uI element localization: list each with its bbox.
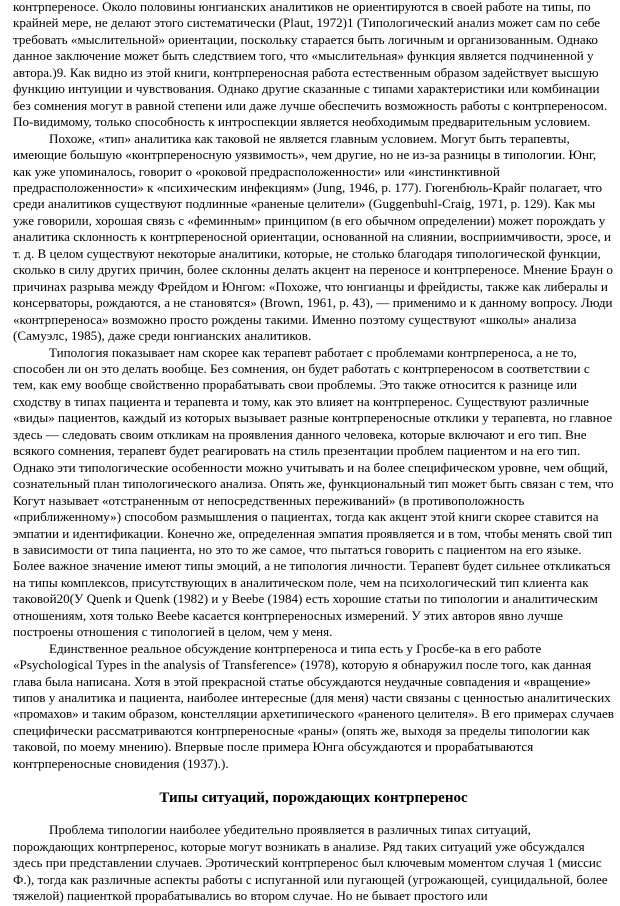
paragraph-continuation: контрпереносе. Около половины юнгианских аналитиков не ориентируются в своей работе на типы, по крайней мере, не делают этого систематически (Plaut, 1972)1 (Типологический анализ может сам по себе требовать «мыслительной» ориентации, поскольку старается быть логичным и организованным. Однако данное заключение может быть следствием того, что «мыслительная» функция является подчиненной у автора.)9. Как видно из этой книги, контрпереносная работа естественным образом задействует высшую функцию интуиции и чувствования. Однако другие сказанные с типами характеристики или комбинации без сомнения могут в равной степени или даже лучше обеспечить возможность работы с контрпереносом. По-видимому, только способность к интроспекции является необходимым предварительным условием.: [13, 0, 608, 130]
paragraph-typology-work: Типология показывает нам скорее как терапевт работает с проблемами контрпереноса, а не то, способен ли он это делать вообще. Без сомнения, он будет работать с контрпереносом в соответствии с тем, как ему вообще свойственно прорабатывать свои проблемы. Это также относится к разнице или сходству в типах пациента и терапевта и тому, как это влияет на контрперенос. Существуют различные «виды» пациентов, каждый из которых вызывает разные контрпереносные отклики у терапевта, но главное здесь — следовать своим откликам на проявления данного человека, которые включают и его тип. Вне всякого сомнения, терапевт будет реагировать на стиль презентации проблем пациентом и на его тип. Однако эти типологические особенности можно учитывать и на более специфическом уровне, чем общий, сознательный план типологического анализа. Опять же, функциональный тип может быть связан с тем, что Когут называет «отстраненным от непосредственных переживаний» (в противоположность «приближенному») способом размышления о пациентах, тогда как акцент этой книги скорее ставится на эмпатии и идентификации. Конечно же, определенная эмпатия проявляется и в том, чтобы менять свой тип в зависимости от типа пациента, но это то же самое, что пытаться говорить с пациентом на его языке. Более важное значение имеют типы эмоций, а не типология личности. Терапевт будет сильнее откликаться на типы комплексов, присутствующих в аналитическом поле, чем на психологический тип клиента как таковой20(У Quenk и Quenk (1982) и у Beebe (1984) есть хорошие статьи по типологии и аналитическим отношениям, хотя только Beebe касается контрпереносных измерений. У этих авторов явно лучше построены отношения с типологией в целом, чем у меня.: [13, 344, 614, 640]
paragraph-analyst-type: Похоже, «тип» аналитика как таковой не является главным условием. Могут быть терапевты, имеющие большую «контрпереносную уязвимость», чем другие, но не из-за разницы в типологии. Юнг, как уже упоминалось, говорит о «роковой предрасположенности» или «инстинктивной предрасположенности» к «психическим инфекциям» (Jung, 1946, р. 177). Гюгенбюль-Крайг полагает, что среди аналитиков существуют подлинные «раненые целители» (Guggenbuhl-Craig, 1971, р. 129). Как мы уже говорили, хорошая связь с «феминным» принципом (в его обычном определении) может порождать у аналитика склонность к контрпереносной ориентации, основанной на слиянии, восприимчивости, эросе, и т. д. В целом существуют некоторые аналитики, которые, не столько благодаря типологической функции, сколько в силу других причин, более склонны делать акцент на переносе и контрпереносе. Мнение Браун о причинах разрыва между Фрейдом и Юнгом: «Похоже, что юнгианцы и фрейдисты, также как либералы и консерваторы, рождаются, а не становятся» (Brown, 1961, р. 43), — применимо и к данному вопросу. Люди «контрпереноса» возможно просто рождены такими. Именно поэтому существуют «школы» анализа (Самуэлс, 1985), даже среди юнгианских аналитиков.: [13, 130, 613, 344]
paragraph-situation-types: Проблема типологии наиболее убедительно проявляется в различных типах ситуаций, порождающих контрперенос, которые могут возникать в анализе. Ряд таких ситуаций уже обсуждался здесь при представлении случаев. Эротический контрперенос был ключевым моментом случая 1 (миссис Ф.), тогда как различные аспекты работы с испуганной или пугающей (угрожающей, суицидальной, более тяжелой) пациенткой прорабатывались во втором случае. Но не бывает простого или: [13, 822, 608, 904]
paragraph-groesbeck-discussion: Единственное реальное обсуждение контрпереноса и типа есть у Гросбе-ка в его работе «Psychological Types in the analysis of Transference» (1978), которую я обнаружил после того, как данная глава была написана. Хотя в этой прекрасной статье обсуждаются неудачные совпадения и «вращение» типов у аналитика и пациента, наиболее интересные (для меня) части связаны с ценностью аналитических «промахов» и таким образом, констелляции архетипического «раненого целителя». В его примерах случаев специфически рассматриваются контрпереносные «раны» (опять же, выходя за пределы типологии как таковой, по моему мнению). Впервые после примера Юнга обсуждаются и прорабатываются контрпереносные сновидения (1937).).: [13, 640, 614, 771]
section-heading: Типы ситуаций, порождающих контрперенос: [159, 790, 468, 807]
